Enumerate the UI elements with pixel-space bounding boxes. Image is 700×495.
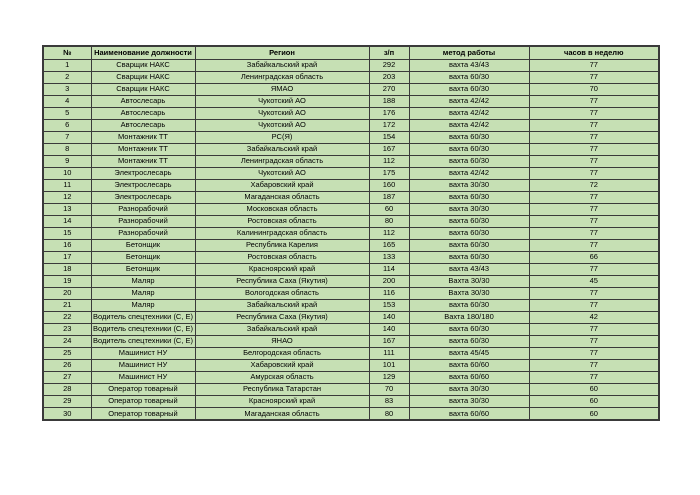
- cell-salary: 270: [369, 83, 409, 95]
- cell-region: Магаданская область: [195, 407, 369, 420]
- cell-hours: 77: [529, 335, 659, 347]
- cell-method: вахта 60/30: [409, 155, 529, 167]
- cell-method: вахта 60/30: [409, 143, 529, 155]
- cell-position: Оператор товарный: [91, 383, 195, 395]
- cell-hours: 77: [529, 347, 659, 359]
- cell-salary: 176: [369, 107, 409, 119]
- cell-region: Чукотский АО: [195, 119, 369, 131]
- cell-method: вахта 30/30: [409, 395, 529, 407]
- cell-num: 16: [43, 239, 91, 251]
- cell-region: Хабаровский край: [195, 359, 369, 371]
- cell-position: Автослесарь: [91, 107, 195, 119]
- cell-hours: 77: [529, 131, 659, 143]
- cell-salary: 167: [369, 143, 409, 155]
- cell-num: 21: [43, 299, 91, 311]
- cell-region: Вологодская область: [195, 287, 369, 299]
- cell-method: вахта 60/30: [409, 71, 529, 83]
- cell-num: 20: [43, 287, 91, 299]
- cell-method: вахта 60/30: [409, 251, 529, 263]
- cell-hours: 70: [529, 83, 659, 95]
- cell-method: вахта 60/30: [409, 215, 529, 227]
- cell-position: Бетонщик: [91, 251, 195, 263]
- cell-num: 13: [43, 203, 91, 215]
- cell-salary: 140: [369, 323, 409, 335]
- cell-hours: 60: [529, 407, 659, 420]
- cell-position: Оператор товарный: [91, 395, 195, 407]
- cell-region: Чукотский АО: [195, 107, 369, 119]
- table-row: [43, 203, 659, 215]
- cell-hours: 77: [529, 167, 659, 179]
- cell-position: Водитель спецтехники (С, Е): [92, 336, 194, 346]
- table-row: [43, 335, 659, 347]
- cell-method: вахта 60/30: [409, 227, 529, 239]
- cell-num: 9: [43, 155, 91, 167]
- cell-region: Республика Саха (Якутия): [195, 311, 369, 323]
- cell-salary: 133: [369, 251, 409, 263]
- cell-method: вахта 60/30: [409, 335, 529, 347]
- cell-position: Разнорабочий: [91, 227, 195, 239]
- cell-hours: 77: [529, 95, 659, 107]
- cell-salary: 172: [369, 119, 409, 131]
- cell-num: 12: [43, 191, 91, 203]
- cell-region: Калининградская область: [195, 227, 369, 239]
- cell-position: Водитель спецтехники (С, Е): [92, 324, 194, 334]
- cell-region: Забайкальский край: [195, 299, 369, 311]
- table-row: [43, 119, 659, 131]
- cell-salary: 112: [369, 227, 409, 239]
- cell-salary: 129: [369, 371, 409, 383]
- cell-hours: 60: [529, 395, 659, 407]
- cell-region: Забайкальский край: [195, 143, 369, 155]
- table-row: [43, 347, 659, 359]
- cell-method: вахта 60/30: [409, 191, 529, 203]
- table-header: [43, 46, 659, 59]
- cell-salary: 140: [369, 311, 409, 323]
- cell-method: вахта 60/60: [409, 407, 529, 420]
- cell-region: Красноярский край: [195, 263, 369, 275]
- cell-region: Ленинградская область: [195, 71, 369, 83]
- header-cell-hours: часов в неделю: [529, 46, 659, 59]
- table-row: [43, 275, 659, 287]
- cell-hours: 77: [529, 215, 659, 227]
- cell-hours: 77: [529, 239, 659, 251]
- cell-num: 7: [43, 131, 91, 143]
- cell-num: 18: [43, 263, 91, 275]
- cell-salary: 112: [369, 155, 409, 167]
- cell-position: Маляр: [91, 287, 195, 299]
- cell-region: РС(Я): [195, 131, 369, 143]
- cell-salary: 200: [369, 275, 409, 287]
- cell-num: 30: [43, 407, 91, 420]
- cell-num: 27: [43, 371, 91, 383]
- cell-num: 10: [43, 167, 91, 179]
- cell-hours: 77: [529, 71, 659, 83]
- table-row: [43, 155, 659, 167]
- cell-position: Оператор товарный: [91, 407, 195, 420]
- cell-num: 19: [43, 275, 91, 287]
- table-body: [43, 59, 659, 420]
- cell-method: вахта 43/43: [409, 263, 529, 275]
- cell-method: вахта 60/60: [409, 371, 529, 383]
- cell-region: Республика Саха (Якутия): [195, 275, 369, 287]
- cell-region: Чукотский АО: [195, 167, 369, 179]
- cell-num: 24: [43, 335, 91, 347]
- table-row: [43, 227, 659, 239]
- cell-hours: 66: [529, 251, 659, 263]
- cell-salary: 80: [369, 215, 409, 227]
- cell-method: вахта 60/30: [409, 239, 529, 251]
- cell-region: Московская область: [195, 203, 369, 215]
- table-row: [43, 239, 659, 251]
- cell-position: Водитель спецтехники (С, Е): [92, 312, 194, 322]
- cell-hours: 77: [529, 191, 659, 203]
- cell-hours: 77: [529, 323, 659, 335]
- cell-hours: 77: [529, 227, 659, 239]
- cell-hours: 77: [529, 299, 659, 311]
- cell-salary: 188: [369, 95, 409, 107]
- cell-region: Ростовская область: [195, 215, 369, 227]
- table-row: [43, 287, 659, 299]
- cell-num: 5: [43, 107, 91, 119]
- table-row: [43, 143, 659, 155]
- cell-hours: 77: [529, 155, 659, 167]
- cell-salary: 203: [369, 71, 409, 83]
- cell-num: 3: [43, 83, 91, 95]
- cell-salary: 83: [369, 395, 409, 407]
- vacancies-table: [42, 45, 660, 421]
- table-row: [43, 167, 659, 179]
- cell-position: Монтажник ТТ: [91, 155, 195, 167]
- cell-salary: 111: [369, 347, 409, 359]
- cell-num: 1: [43, 59, 91, 71]
- cell-position: Разнорабочий: [91, 215, 195, 227]
- cell-position: Машинист НУ: [91, 347, 195, 359]
- cell-salary: 70: [369, 383, 409, 395]
- cell-region: ЯНАО: [195, 335, 369, 347]
- cell-num: 28: [43, 383, 91, 395]
- table-row: [43, 179, 659, 191]
- cell-region: Красноярский край: [195, 395, 369, 407]
- cell-position: Сварщик НАКС: [91, 59, 195, 71]
- header-cell-salary: з/п: [369, 46, 409, 59]
- table-row: [43, 107, 659, 119]
- cell-hours: 77: [529, 107, 659, 119]
- cell-method: вахта 30/30: [409, 383, 529, 395]
- cell-region: Чукотский АО: [195, 95, 369, 107]
- cell-num: 11: [43, 179, 91, 191]
- cell-salary: 114: [369, 263, 409, 275]
- cell-position: Автослесарь: [91, 119, 195, 131]
- cell-region: Хабаровский край: [195, 179, 369, 191]
- cell-position: Машинист НУ: [91, 359, 195, 371]
- cell-hours: 72: [529, 179, 659, 191]
- header-cell-num: №: [43, 46, 91, 59]
- cell-salary: 292: [369, 59, 409, 71]
- cell-hours: 42: [529, 311, 659, 323]
- cell-salary: 116: [369, 287, 409, 299]
- table-row: [43, 311, 659, 323]
- cell-num: 26: [43, 359, 91, 371]
- cell-hours: 77: [529, 143, 659, 155]
- cell-salary: 167: [369, 335, 409, 347]
- cell-salary: 154: [369, 131, 409, 143]
- cell-num: 2: [43, 71, 91, 83]
- cell-region: Амурская область: [195, 371, 369, 383]
- table-row: [43, 263, 659, 275]
- cell-method: вахта 60/30: [409, 323, 529, 335]
- cell-hours: 77: [529, 287, 659, 299]
- cell-salary: 153: [369, 299, 409, 311]
- cell-salary: 101: [369, 359, 409, 371]
- table-row: [43, 131, 659, 143]
- cell-region: Республика Карелия: [195, 239, 369, 251]
- cell-method: вахта 42/42: [409, 107, 529, 119]
- cell-num: 14: [43, 215, 91, 227]
- cell-num: 15: [43, 227, 91, 239]
- table-row: [43, 251, 659, 263]
- cell-salary: 80: [369, 407, 409, 420]
- cell-position: Автослесарь: [91, 95, 195, 107]
- cell-region: Республика Татарстан: [195, 383, 369, 395]
- header-row: [43, 46, 659, 59]
- cell-num: 22: [43, 311, 91, 323]
- table-row: [43, 83, 659, 95]
- cell-position: Бетонщик: [91, 263, 195, 275]
- cell-salary: 165: [369, 239, 409, 251]
- cell-method: вахта 60/60: [409, 359, 529, 371]
- cell-num: 23: [43, 323, 91, 335]
- cell-num: 29: [43, 395, 91, 407]
- cell-method: вахта 30/30: [409, 179, 529, 191]
- cell-salary: 60: [369, 203, 409, 215]
- cell-position: Сварщик НАКС: [91, 71, 195, 83]
- cell-method: вахта 43/43: [409, 59, 529, 71]
- cell-hours: 77: [529, 119, 659, 131]
- cell-position: Машинист НУ: [91, 371, 195, 383]
- cell-method: Вахта 30/30: [409, 287, 529, 299]
- cell-num: 8: [43, 143, 91, 155]
- cell-method: вахта 60/30: [409, 131, 529, 143]
- cell-num: 4: [43, 95, 91, 107]
- header-cell-position: Наименование должности: [91, 46, 195, 59]
- table-row: [43, 59, 659, 71]
- table-row: [43, 191, 659, 203]
- table-row: [43, 299, 659, 311]
- cell-salary: 187: [369, 191, 409, 203]
- table-row: [43, 383, 659, 395]
- cell-method: вахта 42/42: [409, 95, 529, 107]
- header-cell-method: метод работы: [409, 46, 529, 59]
- cell-region: Белгородская область: [195, 347, 369, 359]
- cell-salary: 175: [369, 167, 409, 179]
- cell-method: вахта 30/30: [409, 203, 529, 215]
- cell-region: Забайкальский край: [195, 323, 369, 335]
- cell-position: Монтажник ТТ: [91, 131, 195, 143]
- cell-position: Электрослесарь: [91, 179, 195, 191]
- cell-region: Ленинградская область: [195, 155, 369, 167]
- table-row: [43, 395, 659, 407]
- cell-hours: 45: [529, 275, 659, 287]
- cell-method: вахта 60/30: [409, 299, 529, 311]
- cell-region: Магаданская область: [195, 191, 369, 203]
- cell-hours: 77: [529, 59, 659, 71]
- cell-position: Маляр: [91, 299, 195, 311]
- table-row: [43, 371, 659, 383]
- cell-method: вахта 60/30: [409, 83, 529, 95]
- cell-position: Разнорабочий: [91, 203, 195, 215]
- cell-position: Монтажник ТТ: [91, 143, 195, 155]
- cell-hours: 77: [529, 359, 659, 371]
- cell-salary: 160: [369, 179, 409, 191]
- cell-hours: 60: [529, 383, 659, 395]
- cell-method: Вахта 180/180: [409, 311, 529, 323]
- cell-position: Электрослесарь: [91, 167, 195, 179]
- cell-hours: 77: [529, 263, 659, 275]
- cell-position: Маляр: [91, 275, 195, 287]
- table-row: [43, 95, 659, 107]
- cell-method: вахта 42/42: [409, 167, 529, 179]
- table-row: [43, 215, 659, 227]
- cell-method: вахта 42/42: [409, 119, 529, 131]
- cell-region: Забайкальский край: [195, 59, 369, 71]
- cell-position: Бетонщик: [91, 239, 195, 251]
- cell-hours: 77: [529, 371, 659, 383]
- table-row: [43, 71, 659, 83]
- cell-method: Вахта 30/30: [409, 275, 529, 287]
- cell-method: вахта 45/45: [409, 347, 529, 359]
- cell-region: Ростовская область: [195, 251, 369, 263]
- cell-num: 17: [43, 251, 91, 263]
- cell-num: 6: [43, 119, 91, 131]
- cell-region: ЯМАО: [195, 83, 369, 95]
- cell-num: 25: [43, 347, 91, 359]
- table-row: [43, 407, 659, 420]
- cell-position: Сварщик НАКС: [91, 83, 195, 95]
- table-row: [43, 359, 659, 371]
- cell-hours: 77: [529, 203, 659, 215]
- table-row: [43, 323, 659, 335]
- cell-position: Электрослесарь: [91, 191, 195, 203]
- header-cell-region: Регион: [195, 46, 369, 59]
